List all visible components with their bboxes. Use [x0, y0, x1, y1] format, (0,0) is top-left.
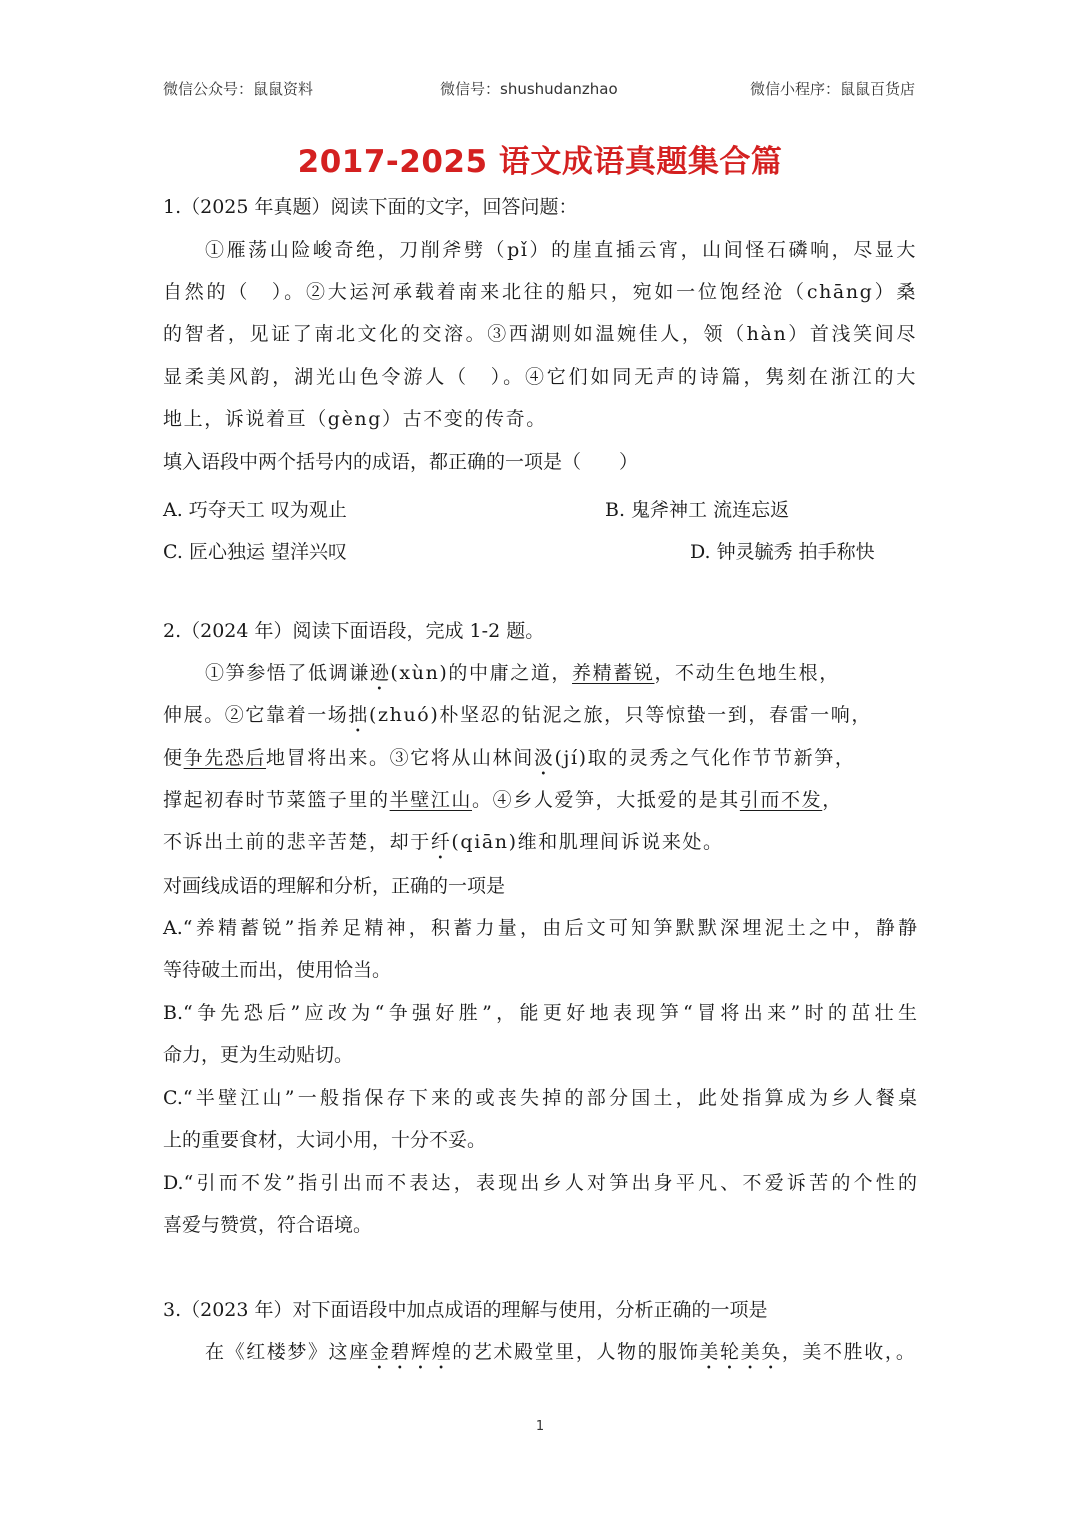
- dotted-char: 汲: [533, 747, 555, 769]
- q1-passage-line: 地上，诉说着亘（gèng）古不变的传奇。: [163, 408, 547, 430]
- passage-text: ，不动生色地生根，: [654, 662, 840, 684]
- passage-text: ，美不胜收，。: [781, 1341, 917, 1363]
- q1-question: 填入语段中两个括号内的成语，都正确的一项是（ ）: [163, 451, 639, 473]
- passage-text: 的艺术殿堂里，人物的服饰: [452, 1341, 700, 1363]
- q2-passage-line: [163, 831, 917, 864]
- passage-text: 。④乡人爱笋，大抵爱的是其: [472, 789, 740, 811]
- q2-option-line: 命力，更为生动贴切。: [163, 1044, 354, 1066]
- q1-option-c: C. 匠心独运 望洋兴叹: [163, 541, 347, 563]
- q1-option-b: B. 鬼斧神工 流连忘返: [605, 499, 790, 521]
- q2-option-line: B.“争先恐后”应改为“争强好胜”，能更好地表现笋“冒将出来”时的茁壮生: [163, 1002, 917, 1024]
- dotted-char: 逊: [369, 662, 391, 684]
- page-number: 1: [535, 1419, 545, 1434]
- q1-option-d: D. 钟灵毓秀 拍手称快: [690, 541, 875, 563]
- header-left-text: 微信公众号：鼠鼠资料: [163, 80, 314, 98]
- q2-passage-line: [205, 662, 917, 695]
- passage-text: 在《红楼梦》这座: [205, 1341, 370, 1363]
- header-right-text: 微信小程序：鼠鼠百货店: [749, 80, 915, 98]
- underlined-idiom: 争先恐后: [183, 747, 267, 769]
- passage-text: (jí)取的灵秀之气化作节节新笋，: [554, 747, 856, 769]
- dotted-idiom: 金碧辉煌: [369, 1341, 453, 1363]
- q2-passage-line: [163, 704, 917, 737]
- q1-option-a: A. 巧夺天工 叹为观止: [163, 499, 347, 521]
- passage-text: (zhuó)朴坚忍的钻泥之旅，只等惊蛰一到，春雷一响，: [369, 704, 872, 726]
- dotted-char: 拙: [348, 704, 370, 726]
- q2-passage-line: [163, 747, 917, 780]
- q2-option-line: 等待破土而出，使用恰当。: [163, 959, 392, 981]
- underlined-idiom: 引而不发: [739, 789, 823, 811]
- q2-question: 对画线成语的理解和分析，正确的一项是: [163, 875, 506, 897]
- q2-option-line: C.“半壁江山”一般指保存下来的或丧失掉的部分国土，此处指算成为乡人餐桌: [163, 1087, 917, 1109]
- underlined-idiom: 半壁江山: [389, 789, 473, 811]
- passage-text: 伸展。②它靠着一场: [163, 704, 349, 726]
- q2-option-line: 喜爱与赞赏，符合语境。: [163, 1214, 373, 1236]
- q1-passage-line: ①雁荡山险峻奇绝，刀削斧劈（pǐ）的崖直插云宵，山间怪石磷响，尽显大: [205, 239, 917, 261]
- passage-text: 撑起初春时节菜篮子里的: [163, 789, 390, 811]
- q2-option-line: D.“引而不发”指引出而不表达，表现出乡人对笋出身平凡、不爱诉苦的个性的: [163, 1172, 917, 1194]
- dotted-idiom: 美轮美奂: [699, 1341, 782, 1363]
- q1-stem: 1.（2025 年真题）阅读下面的文字，回答问题：: [163, 196, 578, 218]
- q2-option-line: A.“养精蓄锐”指养足精神，积蓄力量，由后文可知笋默默深埋泥土之中，静静: [163, 917, 917, 939]
- passage-text: (qiān)维和肌理间诉说来处。: [451, 831, 724, 853]
- passage-text: ，: [822, 789, 843, 811]
- passage-text: (xùn)的中庸之道，: [390, 662, 573, 684]
- q3-stem: 3.（2023 年）对下面语段中加点成语的理解与使用，分析正确的一项是: [163, 1299, 768, 1321]
- document-title: 2017-2025 语文成语真题集合篇: [297, 144, 783, 180]
- underlined-idiom: 养精蓄锐: [572, 662, 655, 684]
- passage-text: 便: [163, 747, 184, 769]
- passage-text: 地冒将出来。③它将从山林间: [266, 747, 534, 769]
- passage-text: ①笋参悟了低调谦: [205, 662, 370, 684]
- passage-text: 不诉出土前的悲辛苦楚，却于: [163, 831, 431, 853]
- q1-passage-line: 显柔美风韵，湖光山色令游人（ ）。④它们如同无声的诗篇，隽刻在浙江的大: [163, 366, 917, 388]
- dotted-char: 纤: [430, 831, 452, 853]
- q3-passage-line: [205, 1341, 917, 1374]
- q2-passage-line: [163, 791, 917, 810]
- q1-passage-line: 的智者，见证了南北文化的交溶。③西湖则如温婉佳人，领（hàn）首浅笑间尽: [163, 323, 917, 345]
- q2-stem: 2.（2024 年）阅读下面语段，完成 1-2 题。: [163, 620, 545, 642]
- q2-option-line: 上的重要食材，大词小用，十分不妥。: [163, 1129, 487, 1151]
- header-center-text: 微信号：shushudanzhao: [440, 80, 618, 98]
- q1-passage-line: 自然的（ ）。②大运河承载着南来北往的船只，宛如一位饱经沧（chāng）桑: [163, 281, 917, 303]
